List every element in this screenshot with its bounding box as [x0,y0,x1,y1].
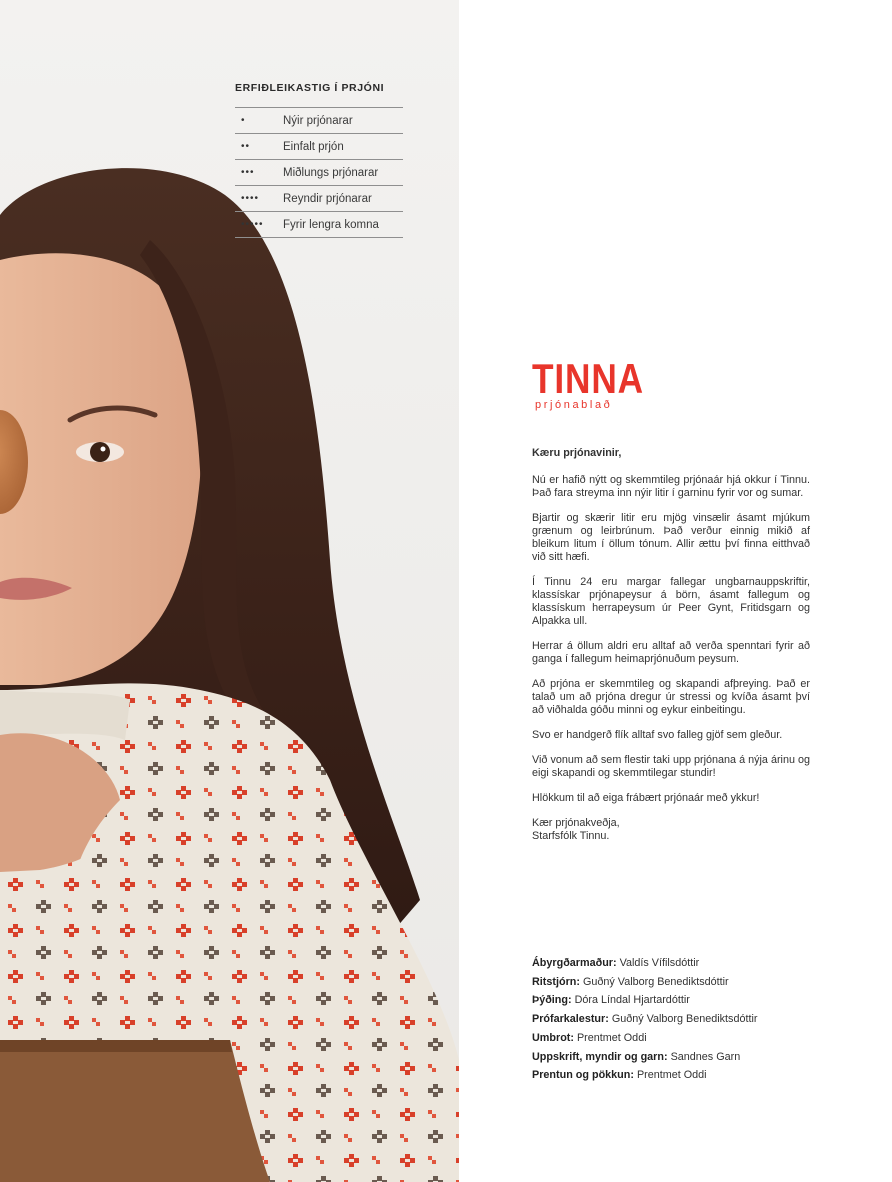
difficulty-label: Nýir prjónarar [283,114,353,127]
difficulty-label: Einfalt prjón [283,140,344,153]
difficulty-dots: •••• [241,193,260,204]
credit-name: Prentmet Oddi [576,1031,647,1044]
difficulty-level-3 [235,160,403,186]
credit-name: Sandnes Garn [670,1050,741,1063]
credit-role: Þýðing: [532,994,572,1007]
difficulty-label: Reyndir prjónarar [283,192,372,205]
letter-paragraph: Svo er handgerð flík alltaf svo falleg gjöf sem gleður. [532,729,783,741]
credit-row [532,1029,832,1048]
credit-row [532,1048,832,1067]
credit-role: Ritstjórn: [532,975,580,988]
letter-paragraph: Að prjóna er skemmtileg og skapandi afþreying. Það er talað um að prjóna dregur úr stressi og kvíða ásamt því að viðhalda góðu minni og eykur einbeitingu. [532,678,810,716]
credit-row [532,973,832,992]
difficulty-level-4 [235,186,403,212]
credit-name: Guðný Valborg Benediktsdóttir [582,975,729,988]
credit-role: Ábyrgðarmaður: [532,957,617,969]
difficulty-level-1 [235,108,403,134]
difficulty-legend-title: ERFIÐLEIKASTIG Í PRJÓNI [235,82,385,94]
credit-row [532,1066,832,1085]
letter-paragraph: Við vonum að sem flestir taki upp prjónana á nýja árinu og eigi skapandi og skemmtilegar stundir! [532,754,810,779]
credit-row [532,954,832,973]
credit-role: Prófarkalestur: [532,1013,609,1026]
letter-signoff [532,817,810,843]
difficulty-label: Fyrir lengra komna [283,218,379,231]
signoff-line-1: Kær prjónakveðja, [532,817,620,829]
credits-list [532,954,832,1085]
editor-letter [532,447,810,843]
logo-subtitle: prjónablað [535,399,613,411]
difficulty-level-5 [235,212,403,238]
letter-greeting: Kæru prjónavinir, [532,447,622,459]
difficulty-dots: • [241,115,246,126]
credit-name: Valdís Vífilsdóttir [619,957,700,969]
difficulty-dots: •• [241,141,251,152]
difficulty-level-2 [235,134,403,160]
difficulty-legend [235,82,403,238]
letter-paragraph: Nú er hafið nýtt og skemmtileg prjónaár hjá okkur í Tinnu. Það fara streyma inn nýir litir í garninu fyrir vor og sumar. [532,474,810,499]
credit-role: Prentun og pökkun: [532,1069,634,1082]
difficulty-dots: ••••• [241,219,264,230]
credit-role: Umbrot: [532,1031,574,1044]
letter-paragraph: Bjartir og skærir litir eru mjög vinsælir ásamt mjúkum grænum og leirbrúnum. Það verður einnig mikið af bleikum litum í öllum tónum. Allir ættu því finna eitthvað við sitt hæfi. [532,512,810,563]
difficulty-label: Miðlungs prjónarar [283,166,379,179]
letter-paragraph: Hlökkum til að eiga frábært prjónaár með ykkur! [532,792,760,804]
letter-paragraph: Herrar á öllum aldri eru alltaf að verða spenntari fyrir að ganga í fallegum heimaprjónuðum peysum. [532,640,810,665]
tinna-logo [532,355,665,411]
difficulty-dots: ••• [241,167,255,178]
credit-role: Uppskrift, myndir og garn: [532,1050,668,1063]
letter-paragraph: Í Tinnu 24 eru margar fallegar ungbarnauppskriftir, klassískar prjónapeysur á börn, ásamt fallegum og klassískum herrapeysum úr Peer Gynt, Fritidsgarn og Alpakka ull. [532,576,810,627]
credit-name: Dóra Líndal Hjartardóttir [574,994,690,1007]
credit-name: Prentmet Oddi [636,1069,707,1082]
difficulty-list [235,107,403,238]
credit-row [532,1010,832,1029]
signoff-line-2: Starfsfólk Tinnu. [532,830,610,842]
logo-wordmark: TINNA [532,355,644,402]
credit-name: Guðný Valborg Benediktsdóttir [611,1013,758,1026]
credit-row [532,991,832,1010]
